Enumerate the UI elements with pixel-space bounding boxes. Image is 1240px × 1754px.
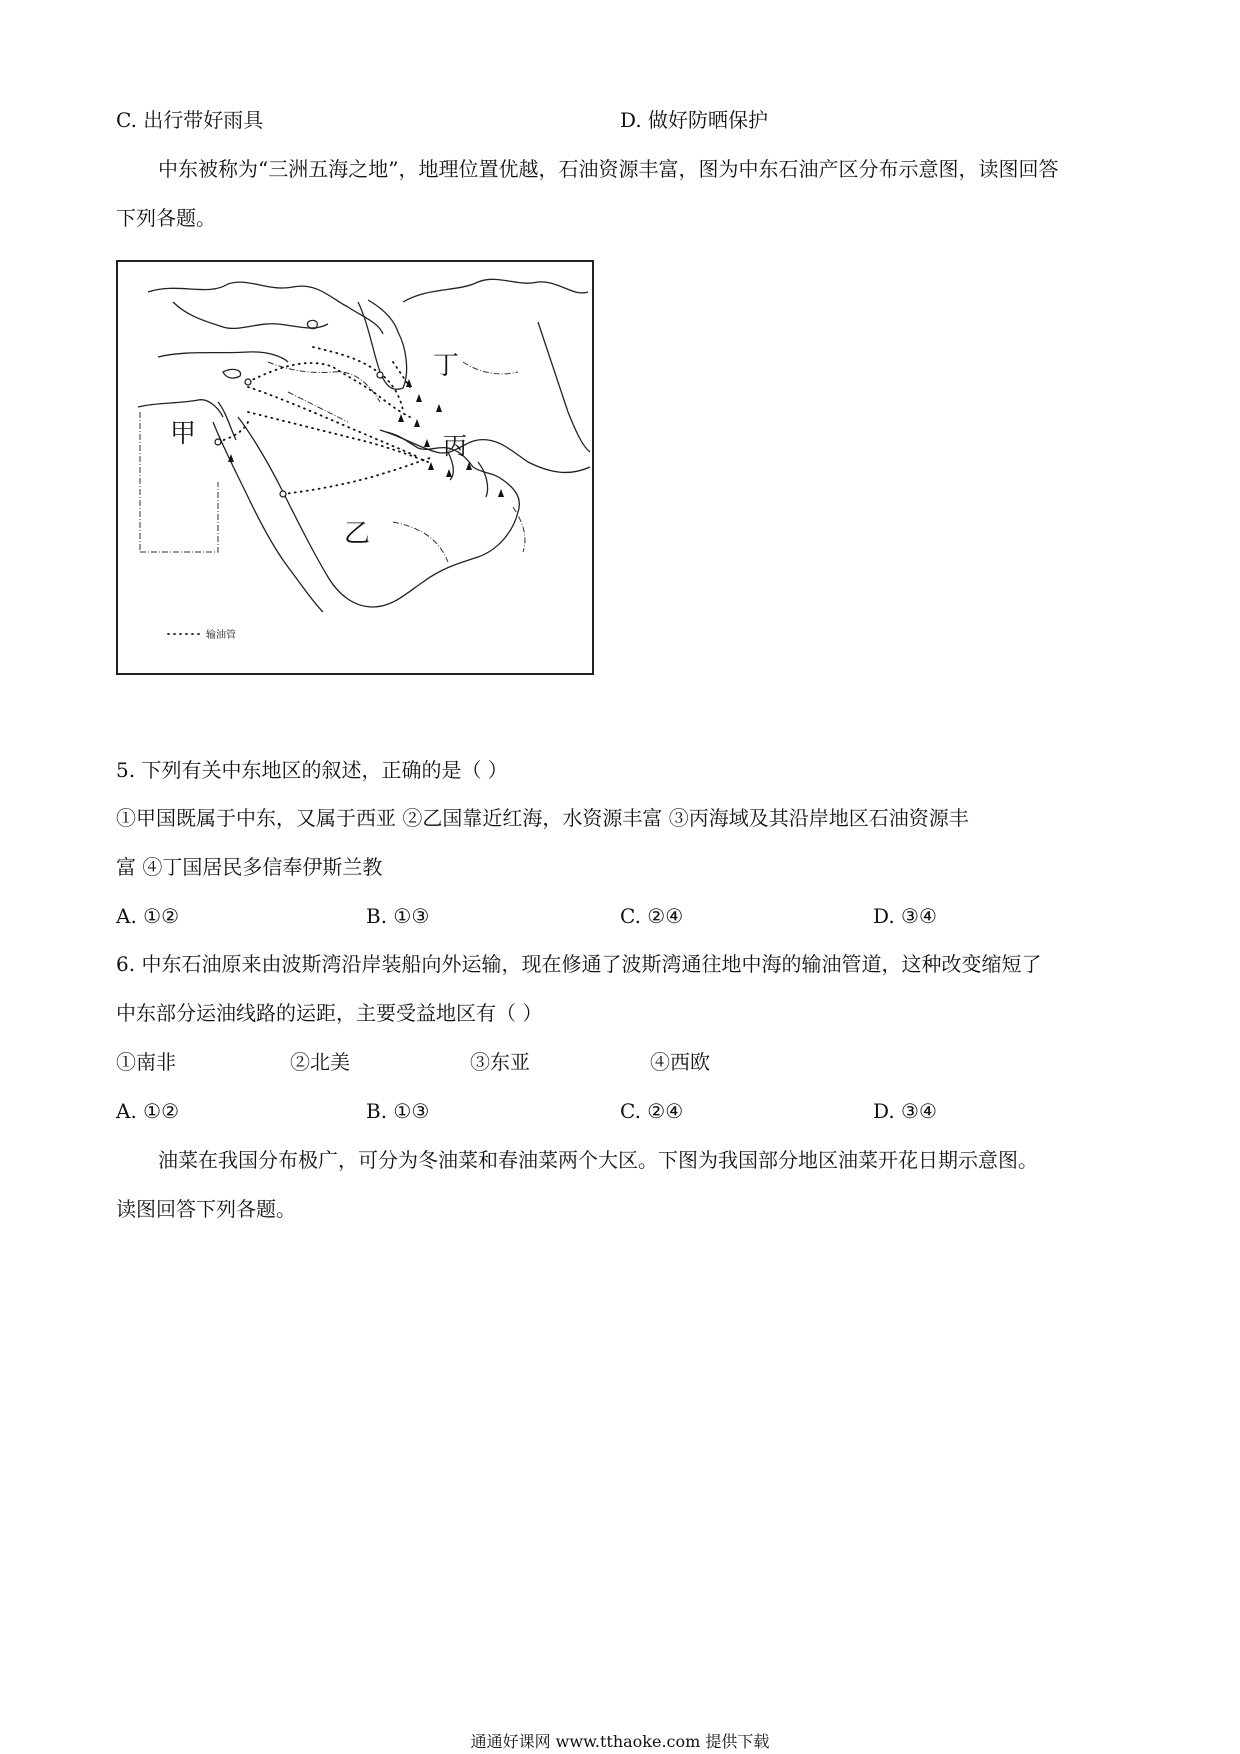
q6-option-c: C. ②④ bbox=[620, 1099, 684, 1123]
option-c-prev: C. 出行带好雨具 bbox=[116, 108, 264, 132]
intro2-paragraph-line2: 读图回答下列各题。 bbox=[116, 1197, 296, 1221]
q5-items-line2: 富 ④丁国居民多信奉伊斯兰教 bbox=[116, 855, 383, 879]
borders bbox=[140, 362, 525, 562]
middle-east-oil-map bbox=[116, 260, 594, 675]
q5-stem: 5. 下列有关中东地区的叙述，正确的是（ ） bbox=[116, 758, 508, 782]
q6-option-a: A. ①② bbox=[116, 1099, 180, 1123]
label-jia: 甲 bbox=[170, 419, 197, 449]
q6-item-1: ①南非 bbox=[116, 1050, 176, 1074]
intro-paragraph-line2: 下列各题。 bbox=[116, 206, 216, 230]
q6-stem-line1: 6. 中东石油原来由波斯湾沿岸装船向外运输，现在修通了波斯湾通往地中海的输油管道，这种改变缩短了 bbox=[116, 952, 1042, 976]
q5-option-d: D. ③④ bbox=[873, 904, 937, 928]
label-yi: 乙 bbox=[344, 519, 371, 549]
q6-stem-line2: 中东部分运油线路的运距，主要受益地区有（ ） bbox=[116, 1001, 543, 1025]
legend-pipeline-label: 输油管 bbox=[206, 630, 236, 641]
q6-item-3: ③东亚 bbox=[470, 1050, 530, 1074]
coastlines bbox=[138, 279, 590, 612]
q5-option-a: A. ①② bbox=[116, 904, 180, 928]
q5-option-c: C. ②④ bbox=[620, 904, 684, 928]
map-drawing bbox=[118, 262, 592, 673]
label-ding: 丁 bbox=[433, 351, 460, 381]
option-d-prev: D. 做好防晒保护 bbox=[620, 108, 769, 132]
pipeline-terminals bbox=[215, 372, 383, 497]
q5-items-line1: ①甲国既属于中东，又属于西亚 ②乙国靠近红海，水资源丰富 ③丙海域及其沿岸地区石油资源丰 bbox=[116, 806, 969, 830]
intro2-paragraph-line1: 油菜在我国分布极广，可分为冬油菜和春油菜两个大区。下图为我国部分地区油菜开花日期示意图。 bbox=[158, 1148, 1038, 1172]
label-bing: 丙 bbox=[443, 432, 467, 460]
q6-item-2: ②北美 bbox=[290, 1050, 350, 1074]
q6-option-b: B. ①③ bbox=[366, 1099, 430, 1123]
page-footer: 通通好课网 www.tthaoke.com 提供下载 bbox=[470, 1732, 770, 1751]
intro-paragraph-line1: 中东被称为“三洲五海之地”，地理位置优越，石油资源丰富，图为中东石油产区分布示意图，读图回答 bbox=[158, 157, 1059, 181]
q6-option-d: D. ③④ bbox=[873, 1099, 937, 1123]
map-legend bbox=[168, 628, 236, 641]
q6-item-4: ④西欧 bbox=[650, 1050, 710, 1074]
q5-option-b: B. ①③ bbox=[366, 904, 430, 928]
